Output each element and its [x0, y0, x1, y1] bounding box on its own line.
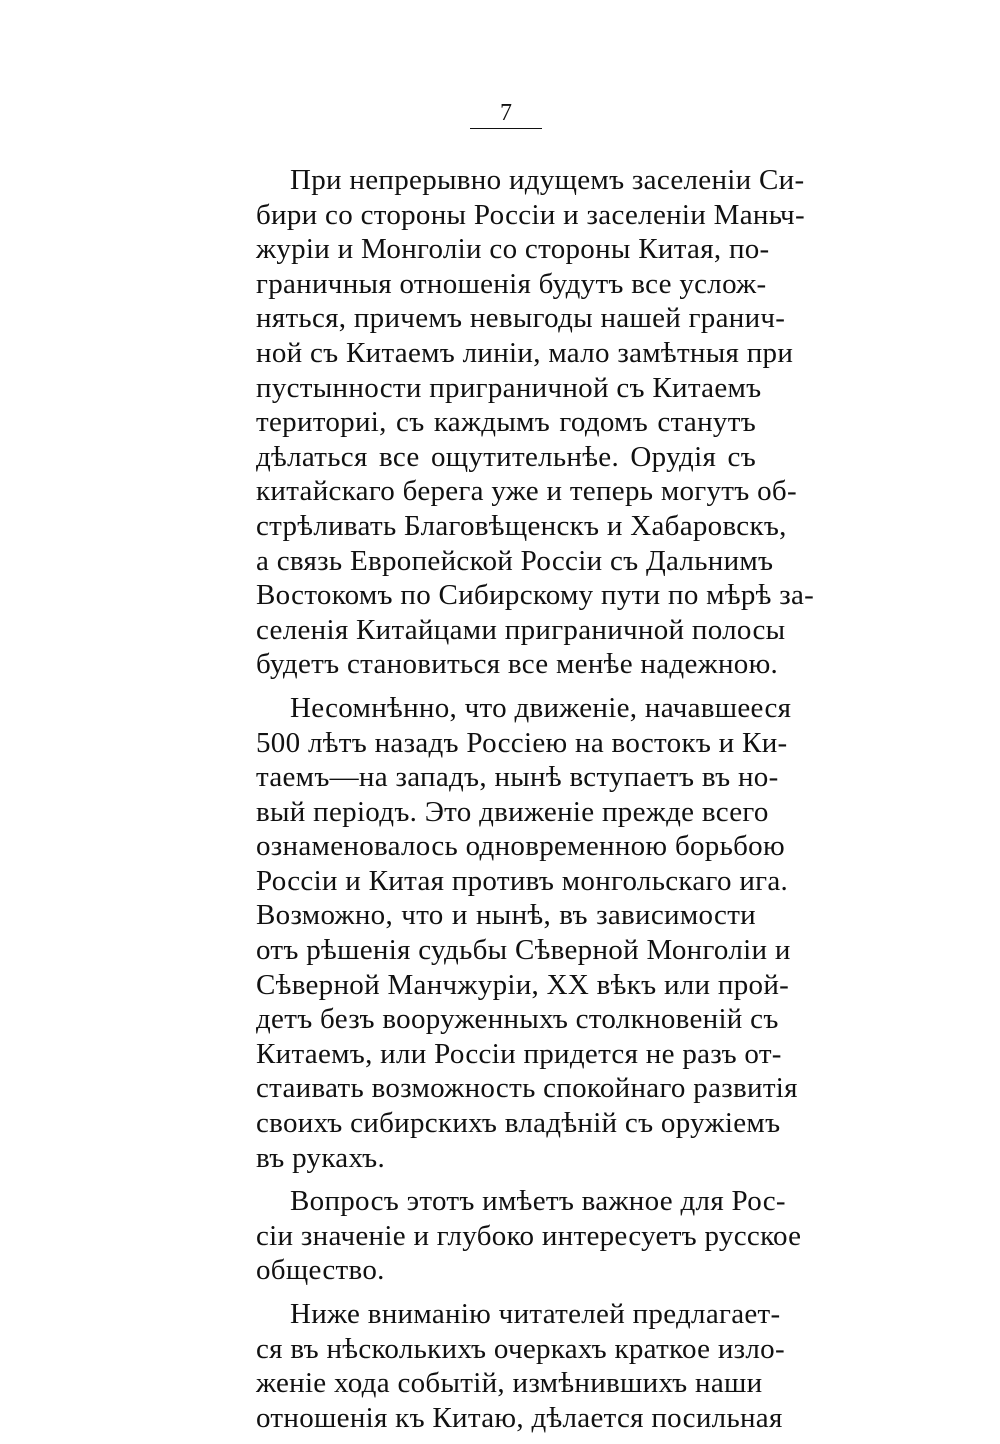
- text-line: дѣлаться все ощутительнѣе. Орудiя съ: [256, 440, 756, 473]
- paragraph-4: [256, 1297, 785, 1435]
- text-line: Вопросъ этотъ имѣетъ важное для Рос-: [290, 1185, 786, 1218]
- text-line: Сѣверной Манчжурiи, XX вѣкъ или прой-: [256, 968, 790, 1001]
- text-line: китайскаго берега уже и теперь могутъ об-: [256, 475, 797, 508]
- text-line: Востокомъ по Сибирскому пути по мѣрѣ за-: [256, 579, 815, 612]
- text-line: будетъ становиться все менѣе надежною.: [256, 648, 779, 681]
- text-line: 500 лѣтъ назадъ Россiею на востокъ и Ки-: [256, 726, 788, 759]
- page-number: 7: [500, 100, 512, 126]
- text-line: бири со стороны Россiи и заселенiи Маньч-: [256, 198, 805, 231]
- text-line: ся въ нѣсколькихъ очеркахъ краткое изло-: [256, 1332, 785, 1365]
- page-number-rule: [470, 128, 542, 129]
- text-line: териториi, съ каждымъ годомъ станутъ: [256, 406, 756, 439]
- text-line: няться, причемъ невыгоды нашей гранич-: [256, 302, 786, 335]
- text-line: сiи значенiе и глубоко интересуетъ русское: [256, 1219, 802, 1252]
- paragraph-1: [256, 163, 815, 682]
- text-line: Ниже вниманiю читателей предлагает-: [290, 1298, 781, 1330]
- text-line: Россiи и Китая противъ монгольскаго ига.: [256, 864, 789, 897]
- text-line: Возможно, что и нынѣ, въ зависимости: [256, 899, 756, 932]
- text-line: своихъ сибирскихъ владѣнiй съ оружiемъ: [256, 1107, 781, 1140]
- text-line: отъ рѣшенiя судьбы Сѣверной Монголiи и: [256, 934, 791, 967]
- text-line: таемъ—на западъ, нынѣ вступаетъ въ но-: [256, 761, 779, 794]
- text-line: пустынности приграничной съ Китаемъ: [256, 371, 762, 404]
- text-line: женiе хода событiй, измѣнившихъ наши: [256, 1367, 763, 1400]
- text-line: вый перiодъ. Это движенiе прежде всего: [256, 795, 769, 828]
- text-line: ной съ Китаемъ линiи, мало замѣтныя при: [256, 336, 794, 369]
- text-line: а связь Европейской Россiи съ Дальнимъ: [256, 544, 774, 577]
- text-line: селенiя Китайцами приграничной полосы: [256, 613, 786, 646]
- text-line: общество.: [256, 1254, 385, 1287]
- text-line: стрѣливать Благовѣщенскъ и Хабаровскъ,: [256, 509, 787, 542]
- text-line: Несомнѣнно, что движенiе, начавшееся: [290, 691, 792, 724]
- text-line: ознаменовалось одновременною борьбою: [256, 830, 785, 863]
- text-line: въ рукахъ.: [256, 1141, 385, 1174]
- text-line: Китаемъ, или Россiи придется не разъ от-: [256, 1037, 782, 1070]
- text-line: детъ безъ вооруженныхъ столкновенiй съ: [256, 1003, 779, 1036]
- paragraph-2: [256, 691, 798, 1175]
- body-text: [256, 163, 815, 1444]
- paragraph-3: [256, 1184, 802, 1288]
- text-line: При непрерывно идущемъ заселенiи Си-: [290, 164, 805, 196]
- text-line: стаивать возможность спокойнаго развитiя: [256, 1072, 798, 1105]
- text-line: журiи и Монголiи со стороны Китая, по-: [256, 233, 770, 266]
- text-line: граничныя отношенiя будутъ все услож-: [256, 267, 767, 300]
- text-line: отношенiя къ Китаю, дѣлается посильная: [256, 1401, 783, 1434]
